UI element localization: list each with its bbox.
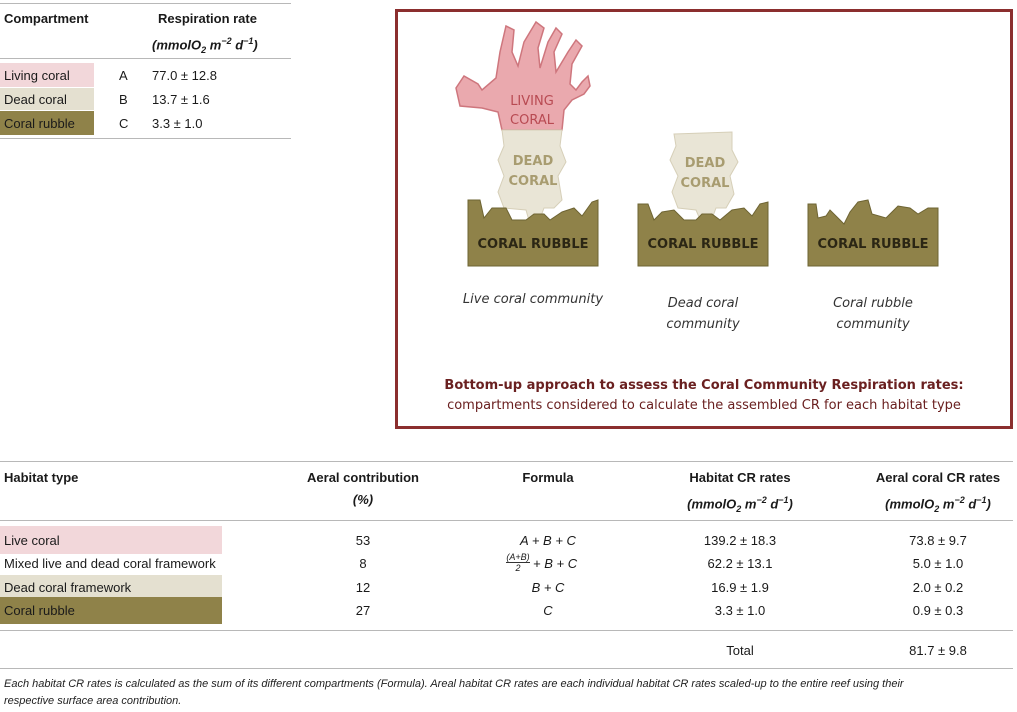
community-label-dead: Dead coral community <box>666 296 740 332</box>
aeral-cr: 5.0 ± 1.0 <box>912 556 964 571</box>
header-aeral-unit: (%) <box>352 492 374 507</box>
community-label-live: Live coral community <box>462 292 604 307</box>
header-aeral-contribution: Aeral contribution <box>307 470 419 485</box>
header-formula: Formula <box>522 470 574 485</box>
table-footnote: Each habitat CR rates is calculated as the sum of its different compartments (Formula). Areal habitat CR rates are each individual habitat CR rates scaled-up to the entire reef using their respective surface area contribution. <box>4 678 904 707</box>
habitat-cr: 16.9 ± 1.9 <box>711 580 769 595</box>
row-value: 77.0 ± 12.8 <box>152 68 217 83</box>
habitat-cr: 3.3 ± 1.0 <box>714 603 766 618</box>
aeral-cr: 2.0 ± 0.2 <box>912 580 964 595</box>
header-aeral-cr-unit: (mmolO$_2$ $m^{-2}$ $d^{-1}$) <box>885 495 991 514</box>
habitat-contribution: 12 <box>355 580 371 595</box>
header-habitat-type: Habitat type <box>4 470 79 485</box>
habitat-contribution: 27 <box>355 603 371 618</box>
coral-rubble-label: CORAL RUBBLE <box>647 237 759 252</box>
row-name: Coral rubble <box>4 116 75 131</box>
table-rule <box>0 58 291 59</box>
row-value: 13.7 ± 1.6 <box>152 92 210 107</box>
habitat-formula: C <box>543 603 553 618</box>
coral-respiration-figure <box>395 9 1013 429</box>
row-name: Living coral <box>4 68 70 83</box>
header-respiration-rate: Respiration rate <box>158 11 257 26</box>
living-coral-label: LIVING CORAL <box>510 94 554 128</box>
total-label: Total <box>726 643 754 658</box>
figure-subtitle: compartments considered to calculate the assembled CR for each habitat type <box>447 398 961 413</box>
aeral-cr: 0.9 ± 0.3 <box>912 603 964 618</box>
habitat-contribution: 8 <box>359 556 367 571</box>
row-letter: B <box>119 92 128 107</box>
habitat-name: Dead coral framework <box>4 580 132 595</box>
total-value: 81.7 ± 9.8 <box>909 643 967 658</box>
header-habitat-cr-unit: (mmolO$_2$ $m^{-2}$ $d^{-1}$) <box>687 495 793 514</box>
aeral-cr: 73.8 ± 9.7 <box>909 533 967 548</box>
habitat-cr: 139.2 ± 18.3 <box>703 533 777 548</box>
row-name: Dead coral <box>4 92 67 107</box>
header-habitat-cr: Habitat CR rates <box>689 470 791 485</box>
row-letter: C <box>119 116 129 131</box>
coral-rubble-label: CORAL RUBBLE <box>477 237 589 252</box>
figure-illustration <box>398 12 1010 426</box>
row-value: 3.3 ± 1.0 <box>152 116 203 131</box>
header-respiration-unit: (mmolO$_2$ $m^{-2}$ $d^{-1}$) <box>152 36 258 55</box>
habitat-formula: A + B + C <box>520 533 576 548</box>
habitat-formula: + B + C <box>533 556 578 571</box>
table-rule <box>0 520 1013 521</box>
coral-rubble-label: CORAL RUBBLE <box>817 237 929 252</box>
habitat-name: Coral rubble <box>4 603 75 618</box>
habitat-formula: B + C <box>531 580 565 595</box>
habitat-contribution: 53 <box>355 533 371 548</box>
table-rule <box>0 668 1013 669</box>
dead-coral-label: DEAD CORAL <box>680 156 730 191</box>
dead-coral-label: DEAD CORAL <box>508 154 558 189</box>
table-rule <box>0 461 1013 462</box>
table-rule <box>0 630 1013 631</box>
table-rule <box>0 138 291 139</box>
habitat-cr: 62.2 ± 13.1 <box>707 556 773 571</box>
figure-title: Bottom-up approach to assess the Coral Community Respiration rates: <box>444 378 964 393</box>
header-compartment: Compartment <box>4 11 89 26</box>
row-letter: A <box>119 68 128 83</box>
habitat-name: Mixed live and dead coral framework <box>4 556 216 571</box>
formula-fraction: (A+B) 2 <box>506 552 530 573</box>
coral-rubble-shape <box>808 200 938 266</box>
community-label-rubble: Coral rubble community <box>833 296 913 332</box>
habitat-name: Live coral <box>4 533 60 548</box>
header-aeral-cr: Aeral coral CR rates <box>875 470 1001 485</box>
table-rule <box>0 3 291 4</box>
